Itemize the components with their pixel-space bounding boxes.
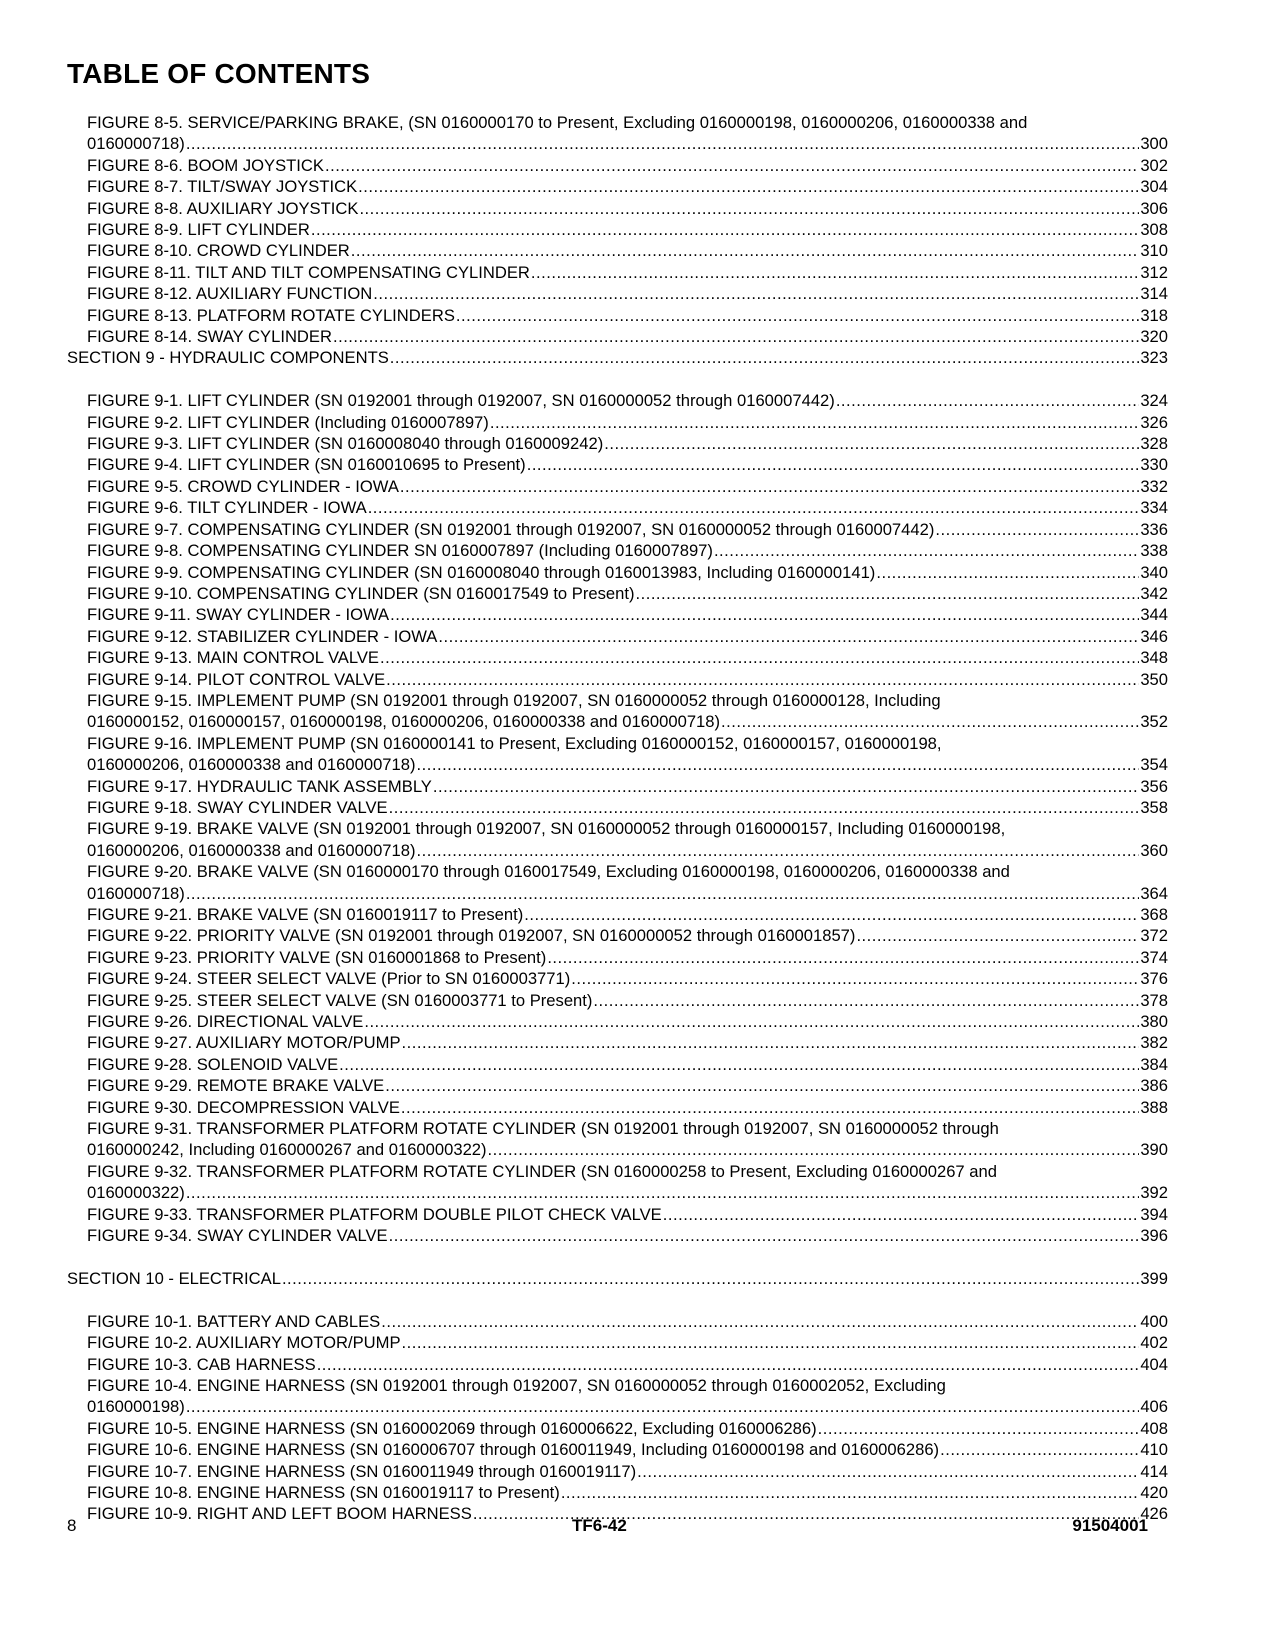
toc-page-number: 340 [1140,562,1168,582]
dot-leader [524,904,1139,925]
toc-entry-text: FIGURE 9-13. MAIN CONTROL VALVE [87,648,379,668]
toc-figure-entry[interactable] [67,968,1168,989]
toc-figure-entry[interactable] [67,690,1168,733]
toc-page-number: 312 [1140,262,1168,282]
toc-entry-text: FIGURE 9-14. PILOT CONTROL VALVE [87,669,386,689]
dot-leader [417,840,1140,861]
toc-figure-entry[interactable] [67,669,1168,690]
toc-figure-entry[interactable] [67,1461,1168,1482]
toc-figure-entry[interactable] [67,647,1168,668]
toc-entry-text: FIGURE 9-12. STABILIZER CYLINDER - IOWA [87,626,438,646]
toc-page-number: 352 [1140,712,1168,732]
toc-entry-text: FIGURE 9-3. LIFT CYLINDER (SN 0160008040 through 0160009242) [87,434,604,454]
toc-figure-entry[interactable] [67,326,1168,347]
toc-page-number: 388 [1140,1097,1168,1117]
toc-page-number: 348 [1140,648,1168,668]
toc-page-number: 354 [1140,755,1168,775]
toc-page-number: 408 [1140,1418,1168,1438]
toc-entry-text: FIGURE 9-5. CROWD CYLINDER - IOWA [87,476,399,496]
toc-entry-text: FIGURE 9-29. REMOTE BRAKE VALVE [87,1076,385,1096]
dot-leader [390,604,1139,625]
toc-entry-text: SECTION 10 - ELECTRICAL [67,1268,281,1288]
dot-leader [400,476,1139,497]
toc-entry-text: FIGURE 8-6. BOOM JOYSTICK [87,155,324,175]
toc-entry-text: FIGURE 8-13. PLATFORM ROTATE CYLINDERS [87,305,455,325]
toc-figure-entry[interactable] [67,1375,1168,1418]
toc-page-number: 392 [1140,1183,1168,1203]
toc-entry-text: FIGURE 10-4. ENGINE HARNESS (SN 0192001 through 0192007, SN 0160000052 through 0160002052, Excluding [87,1375,946,1395]
dot-leader [561,1482,1140,1503]
toc-figure-entry[interactable] [67,1054,1168,1075]
toc-entry-text: FIGURE 8-14. SWAY CYLINDER [87,327,332,347]
toc-entry-text: FIGURE 10-5. ENGINE HARNESS (SN 0160002069 through 0160006622, Excluding 0160006286) [87,1418,817,1438]
toc-figure-entry[interactable] [67,626,1168,647]
toc-figure-entry[interactable] [67,519,1168,540]
toc-page-number: 300 [1140,134,1168,154]
dot-leader [351,240,1140,261]
toc-page-number: 374 [1140,947,1168,967]
dot-leader [386,669,1139,690]
dot-leader [438,626,1139,647]
toc-figure-entry[interactable] [67,1354,1168,1375]
toc-figure-entry[interactable] [67,947,1168,968]
toc-figure-entry[interactable] [67,412,1168,433]
dot-leader [186,133,1140,154]
toc-page-number: 310 [1140,241,1168,261]
toc-figure-entry[interactable] [67,583,1168,604]
dot-leader [818,1418,1140,1439]
footer-part-number: 91504001 [1072,1516,1148,1535]
toc-entry-text: FIGURE 9-34. SWAY CYLINDER VALVE [87,1226,388,1246]
toc-page-number: 356 [1140,776,1168,796]
toc-page-number: 342 [1140,583,1168,603]
dot-leader [389,1225,1140,1246]
toc-page-number: 396 [1140,1226,1168,1246]
dot-leader [714,540,1139,561]
toc-figure-entry[interactable] [67,1118,1168,1161]
toc-page-number: 328 [1140,434,1168,454]
toc-entry-text: FIGURE 9-31. TRANSFORMER PLATFORM ROTATE CYLINDER (SN 0192001 through 0192007, SN 0160000052 through [87,1119,999,1139]
dot-leader [531,262,1139,283]
toc-entry-text: FIGURE 9-23. PRIORITY VALVE (SN 0160001868 to Present) [87,947,547,967]
toc-figure-entry[interactable] [67,776,1168,797]
toc-entry-text: FIGURE 9-33. TRANSFORMER PLATFORM DOUBLE PILOT CHECK VALVE [87,1204,662,1224]
toc-entry-text: 0160000152, 0160000157, 0160000198, 0160000206, 0160000338 and 0160000718) [87,712,721,732]
toc-entry-text: 0160000242, Including 0160000267 and 0160000322) [87,1140,487,1160]
toc-figure-entry[interactable] [67,1204,1168,1225]
toc-entry-text: FIGURE 9-10. COMPENSATING CYLINDER (SN 0160017549 to Present) [87,583,635,603]
dot-leader [417,754,1140,775]
toc-figure-entry[interactable] [67,454,1168,475]
toc-page-number: 320 [1140,327,1168,347]
dot-leader [935,519,1139,540]
toc-figure-entry[interactable] [67,1439,1168,1460]
toc-entry-text: FIGURE 9-20. BRAKE VALVE (SN 0160000170 through 0160017549, Excluding 0160000198, 0160000206, 0160000338 and [87,862,1010,882]
toc-figure-entry[interactable] [67,990,1168,1011]
toc-figure-entry[interactable] [67,1332,1168,1353]
toc-figure-entry[interactable] [67,797,1168,818]
toc-page-number: 426 [1140,1504,1168,1524]
toc-entry-text: FIGURE 8-11. TILT AND TILT COMPENSATING CYLINDER [87,262,530,282]
dot-leader [433,776,1139,797]
toc-figure-entry[interactable] [67,604,1168,625]
toc-page-number: 382 [1140,1033,1168,1053]
dot-leader [364,1011,1139,1032]
toc-entry-text: FIGURE 9-27. AUXILIARY MOTOR/PUMP [87,1033,401,1053]
toc-entry-text: FIGURE 9-21. BRAKE VALVE (SN 0160019117 to Present) [87,905,524,925]
dot-leader [381,1311,1139,1332]
toc-figure-entry[interactable] [67,305,1168,326]
toc-entry-text: FIGURE 9-4. LIFT CYLINDER (SN 0160010695 to Present) [87,455,526,475]
toc-entry-text: FIGURE 9-2. LIFT CYLINDER (Including 0160007897) [87,412,489,432]
toc-figure-entry[interactable] [67,733,1168,776]
toc-entry-text: FIGURE 9-17. HYDRAULIC TANK ASSEMBLY [87,776,432,796]
dot-leader [358,176,1139,197]
toc-figure-entry[interactable] [67,198,1168,219]
toc-page-number: 344 [1140,605,1168,625]
toc-page-number: 378 [1140,990,1168,1010]
toc-entry-text: FIGURE 8-8. AUXILIARY JOYSTICK [87,198,359,218]
toc-section-entry[interactable] [67,1268,1168,1289]
dot-leader [380,647,1139,668]
dot-leader [604,433,1139,454]
toc-entry-text: FIGURE 8-7. TILT/SWAY JOYSTICK [87,177,358,197]
toc-page-number: 330 [1140,455,1168,475]
toc-page-number: 380 [1140,1012,1168,1032]
dot-leader [186,883,1140,904]
toc-figure-entry[interactable] [67,219,1168,240]
dot-leader [282,1268,1139,1289]
footer-model: TF6-42 [572,1516,627,1535]
toc-entry-text: 0160000206, 0160000338 and 0160000718) [87,840,416,860]
toc-figure-entry[interactable] [67,283,1168,304]
toc-entry-text: FIGURE 10-7. ENGINE HARNESS (SN 0160011949 through 0160019117) [87,1461,637,1481]
toc-figure-entry[interactable] [67,562,1168,583]
toc-page-number: 376 [1140,969,1168,989]
toc-entry-text: FIGURE 9-16. IMPLEMENT PUMP (SN 0160000141 to Present, Excluding 0160000152, 0160000157, 0160000198, [87,733,942,753]
toc-figure-entry[interactable] [67,390,1168,411]
toc-entry-text: FIGURE 10-6. ENGINE HARNESS (SN 0160006707 through 0160011949, Including 0160000198 and 0160006286) [87,1440,940,1460]
toc-figure-entry[interactable] [67,904,1168,925]
toc-entry-text: FIGURE 9-9. COMPENSATING CYLINDER (SN 0160008040 through 0160013983, Including 0160000141) [87,562,876,582]
toc-figure-entry[interactable] [67,818,1168,861]
dot-leader [856,925,1139,946]
toc-page-number: 368 [1140,905,1168,925]
dot-leader [571,968,1139,989]
toc-figure-entry[interactable] [67,240,1168,261]
dot-leader [663,1204,1140,1225]
dot-leader [333,326,1139,347]
toc-entry-text: FIGURE 9-7. COMPENSATING CYLINDER (SN 0192001 through 0192007, SN 0160000052 through 0160007442) [87,519,935,539]
dot-leader [637,1461,1139,1482]
toc-page-number: 384 [1140,1054,1168,1074]
dot-leader [311,219,1139,240]
toc-figure-entry[interactable] [67,1032,1168,1053]
toc-page-number: 334 [1140,498,1168,518]
dot-leader [721,711,1139,732]
toc-entry-text: FIGURE 10-9. RIGHT AND LEFT BOOM HARNESS [87,1504,472,1524]
toc-figure-entry[interactable] [67,433,1168,454]
toc-figure-entry[interactable] [67,861,1168,904]
toc-entry-text: FIGURE 8-9. LIFT CYLINDER [87,220,310,240]
toc-page-number: 323 [1140,348,1168,368]
dot-leader [339,1054,1139,1075]
dot-leader [940,1439,1139,1460]
dot-leader [876,562,1139,583]
toc-entry-text: FIGURE 9-18. SWAY CYLINDER VALVE [87,797,388,817]
toc-entry-text: FIGURE 9-25. STEER SELECT VALVE (SN 0160003771 to Present) [87,990,593,1010]
dot-leader [401,1097,1139,1118]
toc-page-number: 346 [1140,626,1168,646]
toc-figure-entry[interactable] [67,925,1168,946]
toc-entry-text: 0160000718) [87,134,185,154]
toc-figure-entry[interactable] [67,1097,1168,1118]
toc-page-number: 332 [1140,476,1168,496]
dot-leader [836,390,1140,411]
dot-leader [527,454,1140,475]
toc-entry-text: FIGURE 9-11. SWAY CYLINDER - IOWA [87,605,390,625]
dot-leader [593,990,1139,1011]
toc-entry-text: FIGURE 9-1. LIFT CYLINDER (SN 0192001 through 0192007, SN 0160000052 through 0160007442) [87,391,835,411]
dot-leader [390,347,1140,368]
toc-entry-text: FIGURE 10-1. BATTERY AND CABLES [87,1311,381,1331]
toc-page-number: 364 [1140,883,1168,903]
toc-figure-entry[interactable] [67,1225,1168,1246]
toc-page-number: 326 [1140,412,1168,432]
dot-leader [368,497,1140,518]
toc-page-number: 360 [1140,840,1168,860]
toc-entry-text: FIGURE 9-22. PRIORITY VALVE (SN 0192001 through 0192007, SN 0160000052 through 0160001857) [87,926,856,946]
toc-entry-text: FIGURE 8-10. CROWD CYLINDER [87,241,350,261]
toc-entry-text: FIGURE 9-19. BRAKE VALVE (SN 0192001 through 0192007, SN 0160000052 through 0160000157, Including 0160000198, [87,819,1006,839]
toc-page-number: 306 [1140,198,1168,218]
toc-list [67,112,1168,1525]
toc-page-number: 406 [1140,1397,1168,1417]
dot-leader [186,1396,1140,1417]
toc-figure-entry[interactable] [67,1482,1168,1503]
toc-figure-entry[interactable] [67,262,1168,283]
toc-figure-entry[interactable] [67,497,1168,518]
dot-leader [373,283,1139,304]
toc-figure-entry[interactable] [67,112,1168,155]
toc-page-number: 400 [1140,1311,1168,1331]
toc-page-number: 318 [1140,305,1168,325]
toc-entry-text: SECTION 9 - HYDRAULIC COMPONENTS [67,348,389,368]
toc-page-number: 420 [1140,1482,1168,1502]
dot-leader [456,305,1139,326]
toc-page-number: 338 [1140,541,1168,561]
toc-entry-text: FIGURE 9-15. IMPLEMENT PUMP (SN 0192001 through 0192007, SN 0160000052 through 0160000128, Including [87,690,941,710]
toc-page-number: 404 [1140,1354,1168,1374]
toc-figure-entry[interactable] [67,1011,1168,1032]
toc-entry-text: FIGURE 9-28. SOLENOID VALVE [87,1054,339,1074]
toc-page-number: 314 [1140,284,1168,304]
toc-section-entry[interactable] [67,347,1168,368]
dot-leader [385,1075,1139,1096]
toc-entry-text: 0160000198) [87,1397,185,1417]
toc-entry-text: FIGURE 9-26. DIRECTIONAL VALVE [87,1012,364,1032]
toc-page-number: 414 [1140,1461,1168,1481]
toc-entry-text: FIGURE 9-8. COMPENSATING CYLINDER SN 0160007897 (Including 0160007897) [87,541,713,561]
toc-page-number: 308 [1140,220,1168,240]
toc-figure-entry[interactable] [67,1418,1168,1439]
toc-entry-text: FIGURE 9-30. DECOMPRESSION VALVE [87,1097,400,1117]
toc-page-number: 304 [1140,177,1168,197]
dot-leader [186,1182,1140,1203]
toc-entry-text: FIGURE 10-3. CAB HARNESS [87,1354,316,1374]
toc-entry-text: 0160000206, 0160000338 and 0160000718) [87,755,416,775]
toc-page-number: 324 [1140,391,1168,411]
dot-leader [488,1139,1140,1160]
dot-leader [547,947,1139,968]
toc-figure-entry[interactable] [67,176,1168,197]
toc-entry-text: FIGURE 8-5. SERVICE/PARKING BRAKE, (SN 0160000170 to Present, Excluding 0160000198, 0160000206, 0160000338 and [87,113,1028,132]
dot-leader [389,797,1140,818]
toc-entry-text: 0160000322) [87,1183,185,1203]
toc-page-number: 302 [1140,155,1168,175]
dot-leader [402,1332,1140,1353]
dot-leader [402,1032,1140,1053]
toc-figure-entry[interactable] [67,1161,1168,1204]
toc-figure-entry[interactable] [67,476,1168,497]
toc-figure-entry[interactable] [67,540,1168,561]
page-footer [67,1516,1148,1540]
toc-entry-text: FIGURE 9-24. STEER SELECT VALVE (Prior to SN 0160003771) [87,969,571,989]
toc-page-number: 394 [1140,1204,1168,1224]
toc-page-number: 402 [1140,1333,1168,1353]
dot-leader [635,583,1139,604]
toc-page-number: 410 [1140,1440,1168,1460]
dot-leader [490,412,1139,433]
toc-figure-entry[interactable] [67,155,1168,176]
toc-entry-text: FIGURE 8-12. AUXILIARY FUNCTION [87,284,373,304]
toc-page-number: 350 [1140,669,1168,689]
toc-entry-text: FIGURE 10-8. ENGINE HARNESS (SN 0160019117 to Present) [87,1482,560,1502]
dot-leader [317,1354,1140,1375]
toc-page-number: 390 [1140,1140,1168,1160]
toc-entry-text: FIGURE 10-2. AUXILIARY MOTOR/PUMP [87,1333,401,1353]
toc-figure-entry[interactable] [67,1311,1168,1332]
toc-entry-text: FIGURE 9-6. TILT CYLINDER - IOWA [87,498,367,518]
toc-page-number: 336 [1140,519,1168,539]
page-title: TABLE OF CONTENTS [67,58,371,89]
toc-entry-text: 0160000718) [87,883,185,903]
toc-page-number: 399 [1140,1268,1168,1288]
toc-page-number: 358 [1140,797,1168,817]
toc-page-number: 372 [1140,926,1168,946]
toc-entry-text: FIGURE 9-32. TRANSFORMER PLATFORM ROTATE CYLINDER (SN 0160000258 to Present, Excluding 0160000267 and [87,1161,997,1181]
dot-leader [359,198,1139,219]
toc-page-number: 386 [1140,1076,1168,1096]
toc-figure-entry[interactable] [67,1075,1168,1096]
dot-leader [325,155,1139,176]
footer-page-number: 8 [67,1516,77,1535]
